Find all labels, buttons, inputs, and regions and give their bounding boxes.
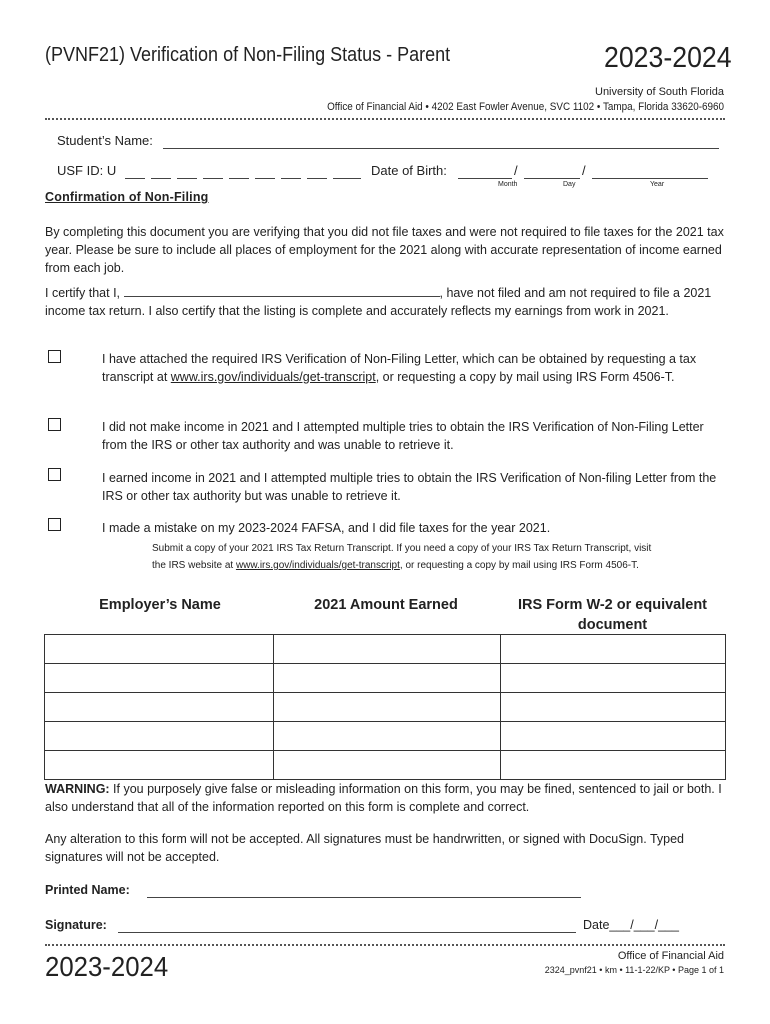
table-row (45, 664, 726, 693)
employer-name-cell[interactable] (45, 693, 274, 722)
w2-document-cell[interactable] (501, 751, 726, 780)
office-address: Office of Financial Aid • 4202 East Fowler Avenue, SVC 1102 • Tampa, Florida 33620-6960 (327, 101, 724, 113)
usf-id-digit[interactable] (151, 178, 171, 179)
option-checkbox[interactable] (48, 518, 61, 531)
date-label: Date (583, 918, 610, 932)
employer-name-cell[interactable] (45, 664, 274, 693)
note-text-part: the IRS website at (152, 560, 236, 571)
student-name-field[interactable] (163, 148, 719, 149)
warning-text: If you purposely give false or misleading information on this form, you may be fined, sentenced to jail or both. I also understand that all of the information reported on this form is complete and correct. (45, 782, 722, 814)
footer-year: 2023-2024 (45, 951, 169, 982)
intro-paragraph: By completing this document you are verifying that you did not file taxes and were not required to file taxes for the 2021 tax year. Please be sure to include all places of employment for the 2021 along with accurate representation of income earned from each job. (45, 225, 724, 275)
option-checkbox[interactable] (48, 350, 61, 363)
usf-id-digit[interactable] (125, 178, 145, 179)
warning-label: WARNING: (45, 782, 110, 796)
dob-separator: / (582, 163, 586, 178)
date-signed[interactable] (583, 918, 679, 932)
employer-name-cell[interactable] (45, 635, 274, 664)
usf-id-digit[interactable] (229, 178, 249, 179)
date-blank: ___/___/___ (609, 918, 679, 932)
footer-divider (45, 944, 725, 946)
transcript-note-line: Submit a copy of your 2021 IRS Tax Return Transcript. If you need a copy of your IRS Tax Return Transcript, visit (152, 543, 652, 554)
printed-name-label: Printed Name: (45, 883, 130, 897)
footer-office: Office of Financial Aid (617, 950, 724, 962)
certify-suffix: , have not filed and am not required to file a (439, 286, 680, 300)
usf-id-digit[interactable] (203, 178, 223, 179)
usf-id-digit[interactable] (177, 178, 197, 179)
employer-name-cell[interactable] (45, 751, 274, 780)
dob-year-caption: Year (650, 181, 665, 188)
dob-month-caption: Month (498, 181, 518, 188)
signature-field[interactable] (118, 932, 576, 933)
option-text-part: , or requesting a copy by mail using IRS Form 4506-T. (375, 370, 675, 384)
aid-year: 2023-2024 (604, 42, 732, 74)
dob-day-caption: Day (563, 181, 576, 188)
form-title: (PVNF21) Verification of Non-Filing Status - Parent (45, 44, 451, 66)
usf-id-digit[interactable] (333, 178, 361, 179)
dob-label: Date of Birth: (371, 163, 447, 178)
column-header-employer: Employer’s Name (99, 597, 221, 613)
column-header-w2: IRS Form W-2 or equivalent document (517, 597, 708, 633)
usf-id-label: USF ID: U (57, 163, 117, 178)
irs-transcript-link[interactable]: www.irs.gov/individuals/get-transcript (235, 560, 400, 571)
dob-separator: / (514, 163, 518, 178)
usf-id-digit[interactable] (307, 178, 327, 179)
dob-day-field[interactable] (524, 178, 580, 179)
table-row (45, 722, 726, 751)
irs-transcript-link[interactable]: www.irs.gov/individuals/get-transcript (170, 370, 376, 384)
table-row (45, 635, 726, 664)
option-checkbox[interactable] (48, 468, 61, 481)
signature-label: Signature: (45, 918, 107, 932)
option-text: I earned income in 2021 and I attempted multiple tries to obtain the IRS Verification of Non-filing Letter from the IRS or other tax authority but was unable to retrieve it. (102, 471, 717, 503)
amount-earned-cell[interactable] (274, 722, 501, 751)
section-heading: Confirmation of Non-Filing (45, 190, 209, 204)
dob-month-field[interactable] (458, 178, 512, 179)
transcript-note-line (152, 557, 722, 574)
amount-earned-cell[interactable] (274, 635, 501, 664)
option-text-part: I have attached the required IRS Verification of Non-Filing Letter, which can be obtained by requesting a tax transcript at (102, 352, 697, 384)
option-checkbox[interactable] (48, 418, 61, 431)
w2-document-cell[interactable] (501, 635, 726, 664)
certify-rest: 2021 income tax return. I also certify that the listing is complete and accurately reflects my earnings from work in 2021. (45, 286, 712, 318)
header-divider (45, 118, 725, 120)
employment-table (44, 634, 726, 780)
note-text-part: , or requesting a copy by mail using IRS Form 4506-T. (399, 560, 639, 571)
warning-paragraph (45, 780, 730, 816)
option-text: I did not make income in 2021 and I attempted multiple tries to obtain the IRS Verification of Non-Filing Letter from the IRS or other tax authority and was unable to retrieve it. (102, 420, 704, 452)
certify-name-field[interactable] (124, 284, 440, 297)
table-row (45, 751, 726, 780)
alteration-notice: Any alteration to this form will not be accepted. All signatures must be handrwritten, or signed with DocuSign. Typed signatures will not be accepted. (45, 832, 684, 864)
column-header-amount: 2021 Amount Earned (314, 597, 458, 613)
footer-form-code: 2324_pvnf21 • km • 11-1-22/KP • Page 1 of 1 (544, 965, 724, 975)
employer-name-cell[interactable] (45, 722, 274, 751)
amount-earned-cell[interactable] (274, 664, 501, 693)
w2-document-cell[interactable] (501, 722, 726, 751)
dob-year-field[interactable] (592, 178, 708, 179)
certify-paragraph (45, 284, 735, 320)
w2-document-cell[interactable] (501, 664, 726, 693)
university-name: University of South Florida (595, 86, 724, 98)
amount-earned-cell[interactable] (274, 751, 501, 780)
usf-id-digit[interactable] (255, 178, 275, 179)
student-name-label: Student’s Name: (57, 133, 153, 148)
usf-id-digit[interactable] (281, 178, 301, 179)
option-text: I made a mistake on my 2023-2024 FAFSA, and I did file taxes for the year 2021. (102, 521, 551, 535)
certify-prefix: I certify that I, (45, 286, 121, 300)
table-row (45, 693, 726, 722)
option-text (102, 350, 732, 386)
w2-document-cell[interactable] (501, 693, 726, 722)
printed-name-field[interactable] (147, 897, 581, 898)
amount-earned-cell[interactable] (274, 693, 501, 722)
